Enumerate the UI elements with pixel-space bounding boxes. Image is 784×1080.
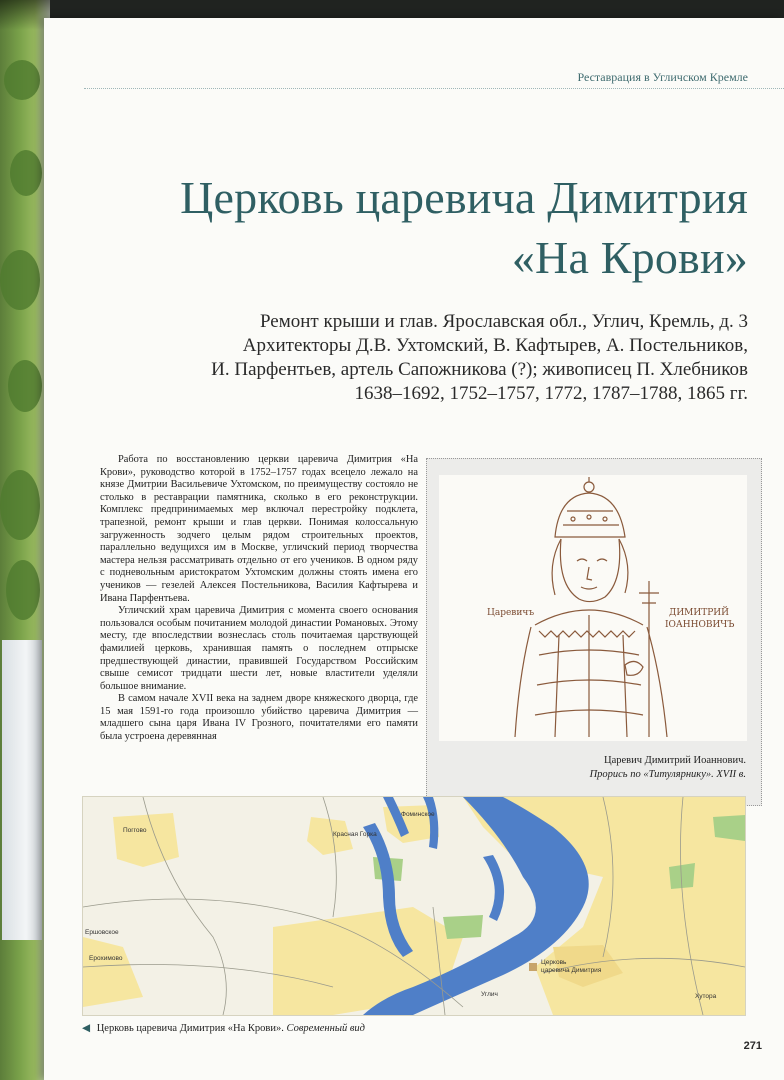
paragraph: В самом начале XVII века на заднем дворе княжеского дворца, где 15 мая 1591-го года произошло убийство царевича Димитрия — младшего сына царя Ивана IV Грозного, почитателями его памяти была устроена деревянная: [100, 693, 418, 743]
face: [560, 539, 619, 602]
foliage: [0, 250, 40, 310]
subtitle-line-1: Ремонт крыши и глав. Ярославская обл., Углич, Кремль, д. 3: [259, 311, 748, 332]
foliage: [4, 60, 40, 100]
location-map: [82, 796, 746, 1016]
top-dark-band: [0, 0, 784, 18]
subtitle-block: [148, 310, 748, 406]
foliage: [10, 150, 42, 196]
left-arrow-icon: ◀: [82, 1023, 91, 1034]
subtitle-line-3: И. Парфентьев, артель Сапожникова (?); живописец П. Хлебников: [211, 359, 748, 380]
map-graphic: [83, 797, 745, 1015]
map-label: Красная Горка: [333, 831, 377, 838]
map-label: Поггово: [123, 827, 147, 834]
page-number: 271: [743, 1040, 762, 1052]
tsarevich-drawing: [439, 475, 747, 741]
book-page: [44, 18, 784, 1080]
paragraph: Угличский храм царевича Димитрия с момента своего основания пользовался особым почитанием молодой династии Романовых. Этому месту, где впоследствии вознеслась столь почитаемая царствующей фамилией церковь, хранившая память о последнем отпрыске предшествующей династии, правившей Государством Российским свыше семисот тридцати шести лет, новые властители уделяли большое внимание.: [100, 605, 418, 692]
subtitle-line-4: 1638–1692, 1752–1757, 1772, 1787–1788, 1865 гг.: [354, 383, 748, 404]
map-caption-italic: Современный вид: [286, 1023, 365, 1034]
page-title: [44, 168, 748, 288]
foliage: [6, 560, 40, 620]
label-right-1: ДИМИТРИЙ: [669, 608, 729, 618]
caption-line-1: Царевич Димитрий Иоаннович.: [604, 755, 746, 766]
label-left: Царевичъ: [487, 608, 535, 618]
body-text: [100, 454, 418, 744]
title-line-1: Церковь царевича Димитрия: [180, 172, 748, 223]
map-label: Хутора: [695, 993, 717, 1000]
header-rule: [84, 88, 784, 89]
paragraph: Работа по восстановлению церкви царевича Димитрия «На Крови», руководство которой в 1752–1757 годах всецело лежало на князе Дмитрии Васильевиче Ухтомском, по преимуществу состояло не столько в реставрации памятника, сколько в его реконструкции. Комплекс предпринимаемых мер включал перестройку подклета, трапезной, ремонт крыши и глав церкви. Понимая колоссальную загруженность зодчего целым рядом строительных проектов, параллельно ведущихся им в Москве, угличский период творчества мастера нельзя рассматривать отдельно от его учеников. В одном ряду с подневольным аристократом Ухтомским должны стоять имена его учеников — гезелей Алексея Постельникова, Василия Кафтырева и Ивана Парфентьева.: [100, 454, 418, 604]
caption-line-2: Прорись по «Титулярнику». XVII в.: [589, 769, 746, 780]
label-right-2: ІОАННОВИЧЪ: [665, 620, 735, 630]
map-label: Ерохимово: [89, 955, 123, 962]
church-marker: [529, 963, 537, 971]
map-caption-text: Церковь царевича Димитрия «На Крови».: [96, 1023, 284, 1034]
portrait-drawing: [439, 475, 747, 741]
facing-page-photo: [0, 0, 50, 1080]
map-label: царевича Димитрия: [541, 967, 602, 974]
map-label: Ершовское: [85, 929, 119, 936]
cross: [639, 581, 659, 737]
map-label: Церковь: [541, 959, 567, 966]
map-label: Фоминское: [401, 811, 435, 818]
map-label: Углич: [481, 991, 498, 998]
map-caption: [82, 1022, 365, 1034]
foliage: [8, 360, 42, 412]
white-column: [2, 640, 42, 940]
running-head: Реставрация в Угличском Кремле: [577, 70, 748, 84]
foliage: [0, 470, 40, 540]
title-line-2: «На Крови»: [511, 232, 748, 283]
portrait-caption: [426, 754, 746, 782]
subtitle-line-2: Архитекторы Д.В. Ухтомский, В. Кафтырев, А. Постельников,: [242, 335, 748, 356]
